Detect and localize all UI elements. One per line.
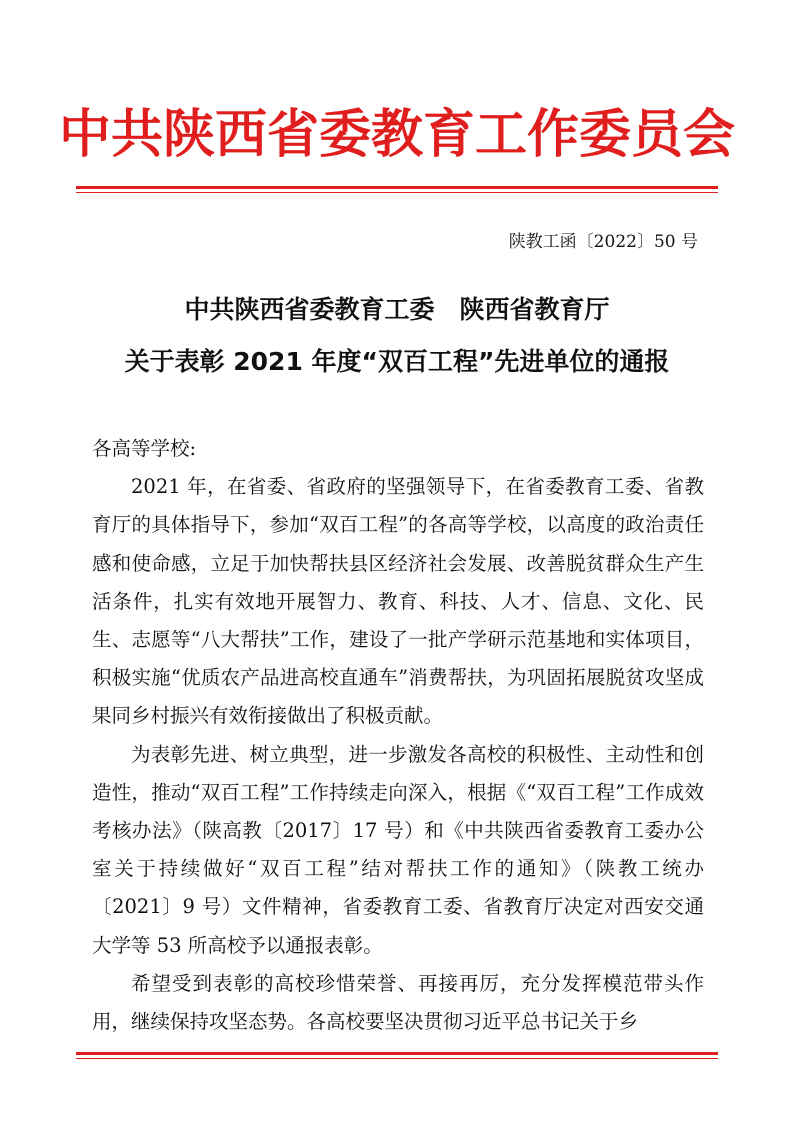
header-red-rule-thick [76,186,718,189]
footer-red-rule-thin [76,1058,718,1059]
body-paragraph: 希望受到表彰的高校珍惜荣誉、再接再厉，充分发挥模范带头作用，继续保持攻坚态势。各高校要坚决贯彻习近平总书记关于乡 [92,971,704,1034]
document-number: 陕教工函〔2022〕50 号 [508,232,698,252]
header-red-rule-thin [76,192,718,193]
document-title-line-1: 中共陕西省委教育工委 陕西省教育厅 [184,295,610,324]
body-paragraph: 为表彰先进、树立典型，进一步激发各高校的积极性、主动性和创造性，推动“双百工程”工作持续走向深入，根据《“双百工程”工作成效考核办法》（陕高教〔2017〕17 号）和《中共陕西省委教育工委办公室关于持续做好“双百工程”结对帮扶工作的通知》（陕教工统办〔2021〕9 号）文件精神，省委教育工委、省教育厅决定对西安交通大学等 53 所高校予以通报表彰。 [92,742,704,957]
document-title-line-2: 关于表彰 2021 年度“双百工程”先进单位的通报 [124,347,670,376]
document-body [92,430,704,1041]
footer-red-rule-thick [76,1052,718,1055]
organization-header: 中共陕西省委教育工作委员会 [58,104,735,165]
salutation: 各高等学校: [92,437,197,460]
body-paragraph: 2021 年，在省委、省政府的坚强领导下，在省委教育工委、省教育厅的具体指导下，参加“双百工程”的各高等学校，以高度的政治责任感和使命感，立足于加快帮扶县区经济社会发展、改善脱贫群众生产生活条件，扎实有效地开展智力、教育、科技、人才、信息、文化、民生、志愿等“八大帮扶”工作，建设了一批产学研示范基地和实体项目，积极实施“优质农产品进高校直通车”消费帮扶，为巩固拓展脱贫攻坚成果同乡村振兴有效衔接做出了积极贡献。 [92,475,704,728]
